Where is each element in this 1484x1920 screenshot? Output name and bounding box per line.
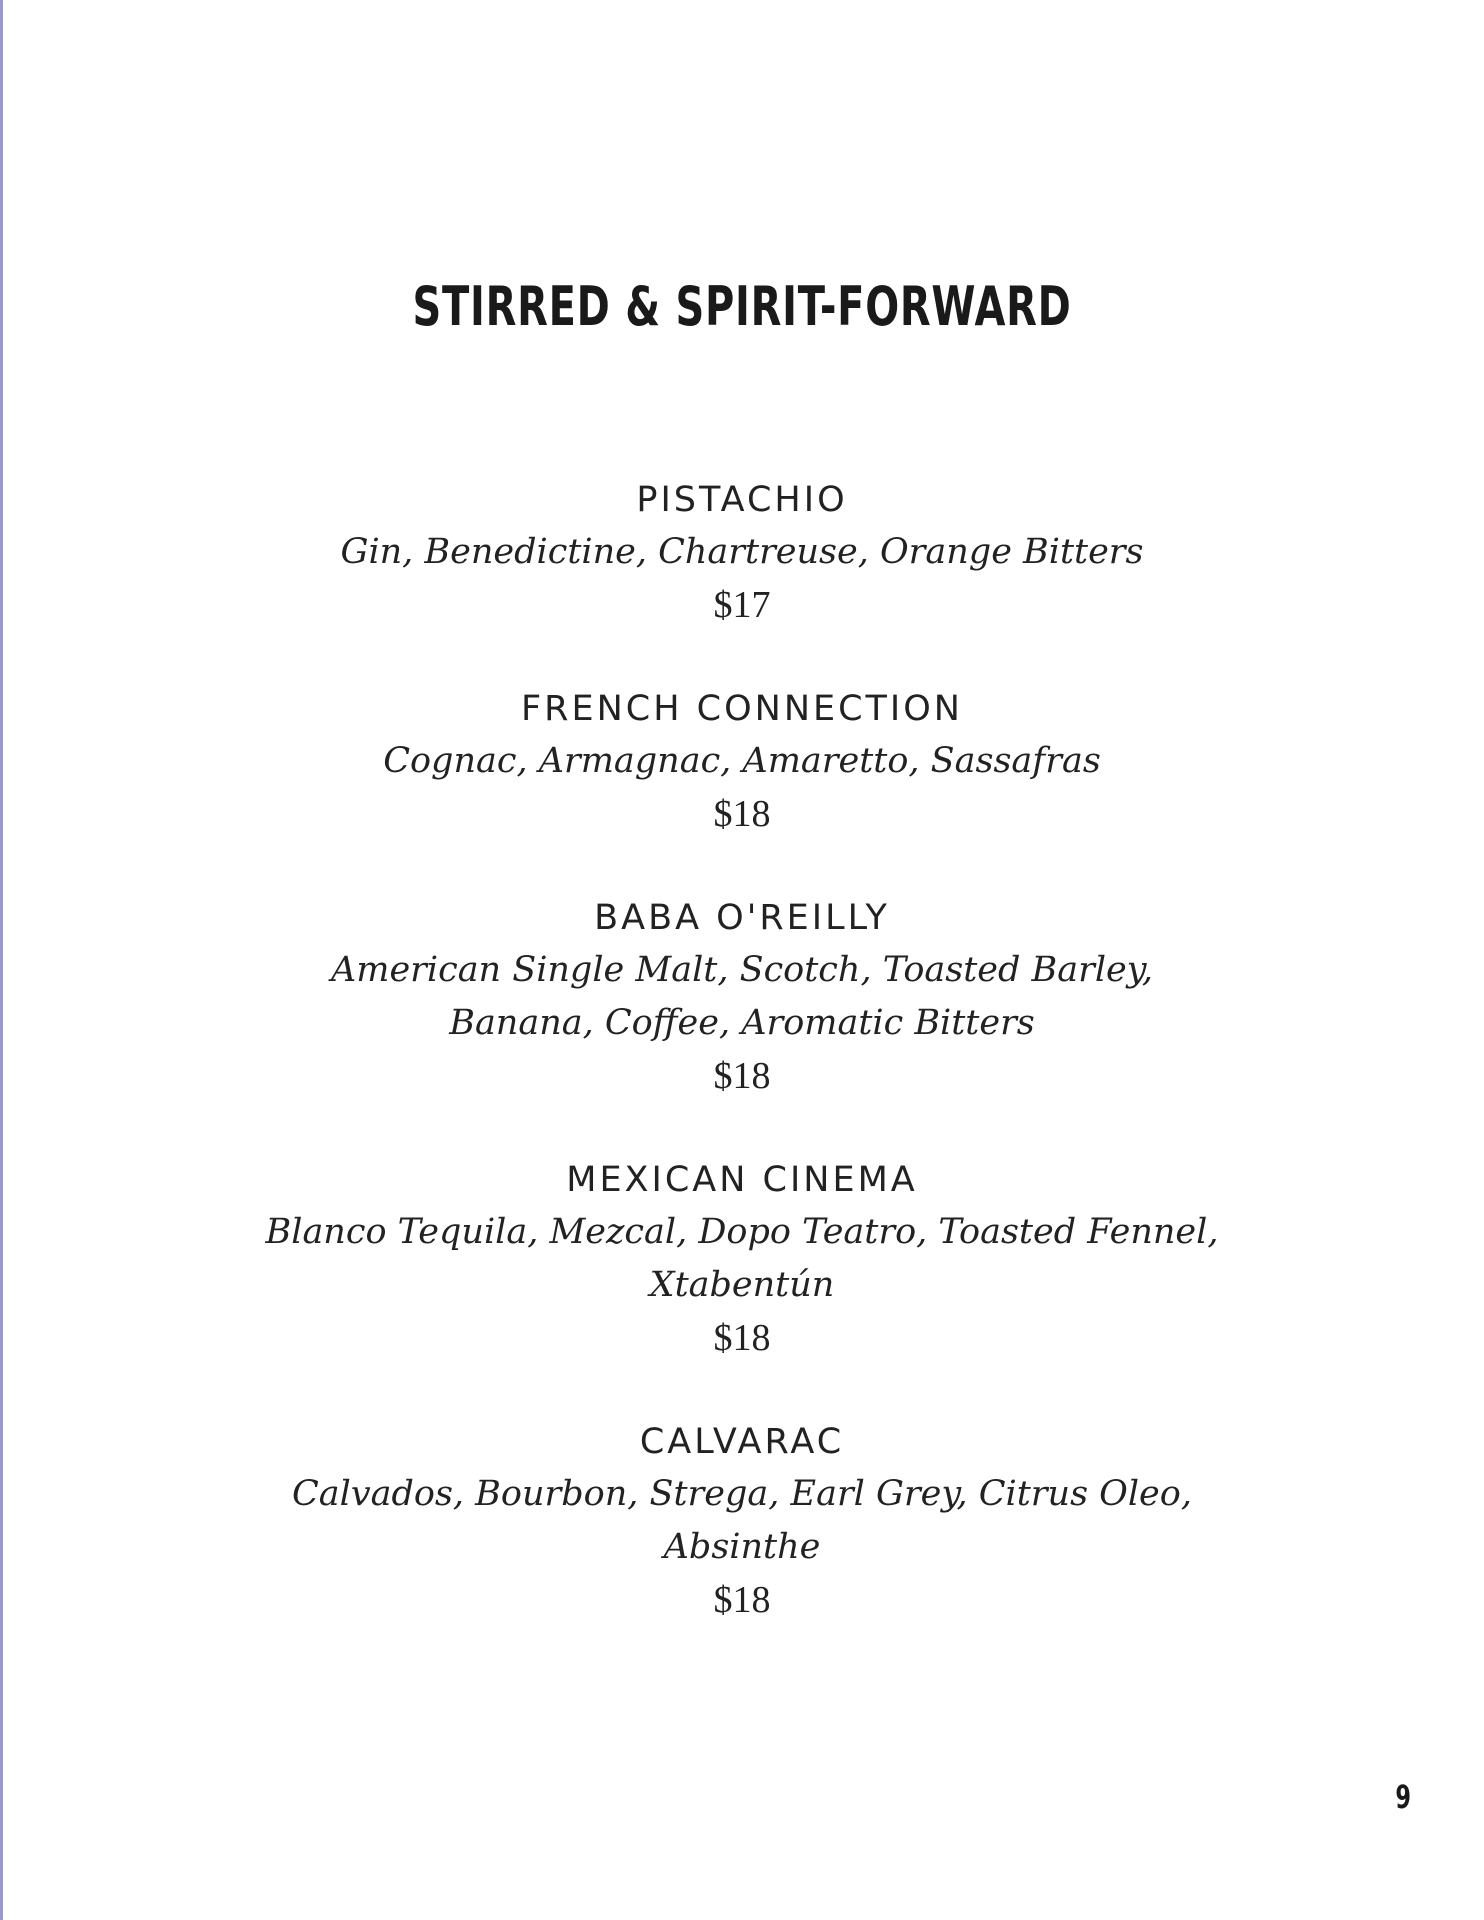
menu-item xyxy=(0,1154,1484,1364)
item-name: BABA O'REILLY xyxy=(594,898,890,938)
menu-item xyxy=(0,1416,1484,1626)
item-price: $18 xyxy=(713,1317,771,1359)
menu-item xyxy=(0,683,1484,840)
ingredients-line: Xtabentún xyxy=(649,1265,835,1305)
ingredients-line: American Single Malt, Scotch, Toasted Barley, xyxy=(330,950,1154,990)
ingredients-line: Gin, Benedictine, Chartreuse, Orange Bitters xyxy=(340,532,1144,572)
ingredients-line: Banana, Coffee, Aromatic Bitters xyxy=(449,1003,1035,1043)
page-title: STIRRED & SPIRIT-FORWARD xyxy=(412,275,1072,338)
menu-list xyxy=(0,474,1484,1678)
ingredients-line: Cognac, Armagnac, Amaretto, Sassafras xyxy=(383,741,1101,781)
item-price: $18 xyxy=(713,1055,771,1097)
item-price: $18 xyxy=(713,793,771,835)
item-name: PISTACHIO xyxy=(636,480,848,520)
item-price: $18 xyxy=(713,1579,771,1621)
item-name: MEXICAN CINEMA xyxy=(566,1160,918,1200)
menu-item xyxy=(0,474,1484,631)
item-ingredients xyxy=(0,1206,1484,1312)
item-ingredients xyxy=(0,944,1484,1050)
item-name: FRENCH CONNECTION xyxy=(521,689,963,729)
item-name: CALVARAC xyxy=(639,1422,845,1462)
ingredients-line: Blanco Tequila, Mezcal, Dopo Teatro, Toasted Fennel, xyxy=(265,1212,1219,1252)
menu-item xyxy=(0,892,1484,1102)
ingredients-line: Calvados, Bourbon, Strega, Earl Grey, Citrus Oleo, xyxy=(292,1474,1192,1514)
item-ingredients xyxy=(0,735,1484,788)
item-price: $17 xyxy=(713,584,771,626)
ingredients-line: Absinthe xyxy=(663,1527,821,1567)
page-number: 9 xyxy=(1395,1778,1411,1816)
item-ingredients xyxy=(0,526,1484,579)
item-ingredients xyxy=(0,1468,1484,1574)
